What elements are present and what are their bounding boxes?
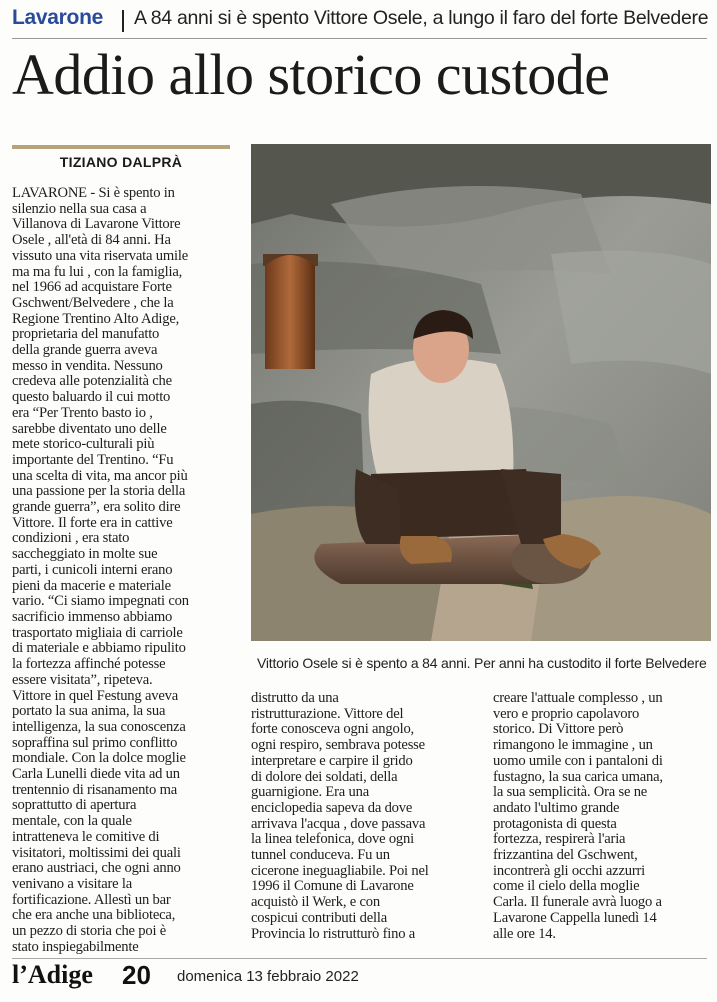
header-divider — [122, 10, 124, 32]
top-bar — [12, 4, 707, 36]
page-footer — [12, 960, 707, 996]
article-photo — [251, 144, 711, 641]
top-rule — [12, 38, 707, 39]
headline: Addio allo storico custode — [12, 42, 610, 107]
newspaper-logo: l’Adige — [12, 960, 93, 989]
byline-bar — [12, 145, 230, 149]
byline: TIZIANO DALPRÀ — [59, 154, 183, 170]
publication-date: domenica 13 febbraio 2022 — [177, 968, 359, 985]
article-column-2: distrutto da una ristrutturazione. Vittore del forte conosceva ogni angolo, ogni respiro, sembrava potesse interpretare e carpire il grido di dolore dei soldati, della guarnigione. Era una enciclopedia sapeva da dove arrivava l'acqua , dove passava la linea telefonica, dove ogni tunnel conduceva. Fu un cicerone ineguagliabile. Poi nel 1996 il Comune di Lavarone acquistò il Werk, e con cospicui contributi della Provincia lo ristrutturò fino a — [251, 690, 429, 942]
page-number: 20 — [122, 960, 151, 990]
article-column-3: creare l'attuale complesso , un vero e proprio capolavoro storico. Di Vittore però rimangono le immagine , un uomo umile con i pantaloni di fustagno, la sua carica umana, la sua semplicità. Ora se ne andato l'ultimo grande protagonista di questa fortezza, respirerà l'aria frizzantina del Gschwent, incontrerà gli occhi azzurri come il cielo della moglie Carla. Il funerale avrà luogo a Lavarone Cappella lunedì 14 alle ore 14. — [493, 690, 663, 942]
bottom-rule — [12, 958, 707, 959]
kicker-headline: A 84 anni si è spento Vittore Osele, a lungo il faro del forte Belvedere — [134, 7, 709, 29]
photo-caption: Vittorio Osele si è spento a 84 anni. Per anni ha custodito il forte Belvedere — [257, 655, 707, 671]
section-label: Lavarone — [12, 6, 103, 29]
article-column-1: LAVARONE - Si è spento in silenzio nella sua casa a Villanova di Lavarone Vittore Osele , all'età di 84 anni. Ha vissuto una vita riservata umile ma ma fu lui , con la famiglia, nel 1966 ad acquistare Forte Gschwent/Belvedere , che la Regione Trentino Alto Adige, proprietaria del manufatto della grande guerra aveva messo in vendita. Nessuno credeva alle potenzialità che questo baluardo il cui motto era “Per Trento basto io , sarebbe diventato uno delle mete storico-culturali più importante del Trentino. “Fu una scelta di vita, ma ancor più una passione per la storia della grande guerra”, era solito dire Vittore. Il forte era in cattive condizioni , era stato saccheggiato in molte sue parti, i cunicoli interni erano pieni da macerie e materiale vario. “Ci siamo impegnati con sacrificio immenso abbiamo trasportato migliaia di carriole di materiale e abbiamo ripulito la fortezza affinché potesse essere visitata”, ripeteva. Vittore in quel Festung aveva portato la sua anima, la sua intelligenza, la sua conoscenza sopraffina sul primo conflitto mondiale. Con la dolce moglie Carla Lunelli diede vita ad un trentennio di risanamento ma soprattutto di apertura mentale, con la quale intratteneva le comitive di visitatori, moltissimi dei quali erano austriaci, che ogni anno venivano a visitare la fortificazione. Allestì un bar che era anche una biblioteca, un pezzo di storia che poi è stato inspiegabilmente — [12, 185, 189, 955]
